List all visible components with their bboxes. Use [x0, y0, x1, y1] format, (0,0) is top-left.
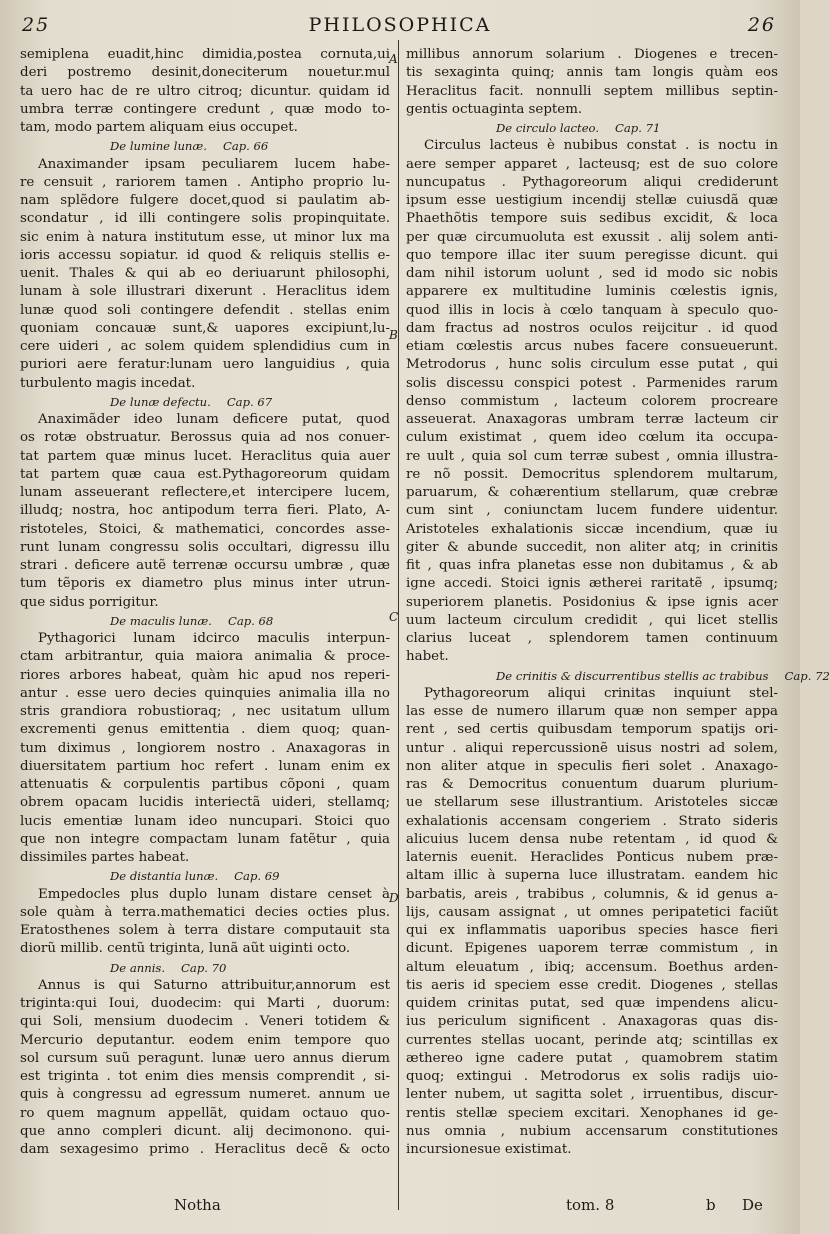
text-line: stris grandiora robustioraq; , nec usitatum ullum — [20, 704, 390, 719]
text-line: etiam cœlestis arcus nubes facere consueuerunt. — [406, 339, 778, 354]
chapter-title: De crinitis & discurrentibus stellis ac trabibus — [496, 668, 769, 683]
chapter-number: Cap. 67 — [226, 394, 273, 409]
text-line: ue stellarum sese illustrantium. Aristoteles siccæ — [406, 795, 778, 811]
margin-letter-b: B — [389, 328, 398, 342]
text-line: ras & Democritus conuentum duarum plurium- — [406, 777, 778, 792]
text-line: uenit. Thales & qui ab eo deriuarunt philosophi, — [20, 266, 390, 281]
text-line: dam sexagesimo primo . Heraclitus decẽ & octo — [20, 1142, 390, 1157]
page-number-left: 25 — [22, 14, 51, 36]
text-line: tam, modo partem aliquam eius occupet. — [20, 120, 298, 135]
text-line: tum tẽporis ex diametro plus minus inter utrun- — [20, 576, 390, 592]
text-line: deri postremo desinit,doneciterum nouetur.mul — [20, 65, 390, 81]
text-line: apparere ex multitudine luminis cœlestis ignis, — [406, 284, 778, 300]
chapter-number: Cap. 71 — [615, 121, 661, 135]
text-line: excrementi genus emittentia . diem quoq; quan- — [20, 722, 390, 738]
text-line: ctam arbitrantur, quia maiora animalia & proce- — [20, 649, 390, 665]
margin-letter-c: C — [389, 610, 399, 624]
text-line: uum lacteum circulum credidit , qui licet stellis — [406, 612, 778, 628]
text-line: que non integre compactam lunam fatẽtur , quia — [20, 831, 390, 847]
text-line: fit , quas infra planetas esse non dubitamus , & ab — [406, 558, 778, 573]
text-line: culum existimat , quem ideo cœlum ita occupa- — [406, 430, 778, 446]
text-line: quo tempore illac iter suum peregisse dicunt. qui — [406, 247, 778, 263]
chapter-title: De lunæ defectu. — [110, 394, 211, 409]
page-footer — [0, 1196, 800, 1222]
text-line: ioris accessu sopiatur. id quod & reliquis stellis e- — [20, 247, 390, 263]
text-line: Circulus lacteus è nubibus constat . is noctu in — [424, 138, 778, 154]
text-line: denso commistum , lacteum colorem procreare — [406, 393, 778, 409]
text-line: Pythagorici lunam idcirco maculis interpun- — [38, 631, 390, 646]
text-line: quoniam concauæ sunt,& uapores excipiunt,lu- — [20, 320, 390, 336]
text-line: incursionesue existimat. — [406, 1142, 572, 1157]
text-line: superiorem planetis. Posidonius & ipse ignis acer — [406, 594, 778, 610]
text-line: Pythagoreorum aliqui crinitas inquiunt stel- — [424, 685, 778, 701]
text-line: turbulento magis incedat. — [20, 375, 196, 391]
text-line: lenter nubem, ut sagitta solet , irruentibus, discur- — [406, 1087, 778, 1103]
text-line: rentis stellæ speciem excitari. Xenophanes id ge- — [406, 1105, 778, 1121]
signature-letter: b — [706, 1196, 716, 1214]
running-title: PHILOSOPHICA — [308, 14, 492, 36]
text-line: nuncupatus . Pythagoreorum aliqui crediderunt — [406, 174, 778, 190]
chapter-heading — [20, 393, 390, 411]
chapter-title: De annis. — [110, 960, 166, 975]
text-line: Aristoteles exhalationis siccæ incendium, quæ iu — [406, 521, 778, 537]
chapter-number: Cap. 68 — [227, 613, 274, 628]
text-line: Anaximander ipsam peculiarem lucem habe- — [38, 156, 390, 172]
text-line: Phaethõtis tempore suis sedibus excidit, & loca — [406, 211, 778, 227]
chapter-number: Cap. 72 — [784, 668, 830, 683]
text-line: lunam asseuerant reflectere,et intercipere lucem, — [20, 485, 390, 500]
chapter-heading — [406, 119, 778, 137]
text-line: altam illic à superna luce illustratam. eandem hic — [406, 868, 778, 884]
text-line: sic enim à natura institutum esse, ut minor lux ma — [20, 229, 390, 245]
text-line: ro quem magnum appellãt, quidam octauo quo- — [20, 1105, 390, 1121]
text-line: ius periculum significent . Anaxagoras quas dis- — [406, 1014, 778, 1030]
text-line: sol cursum suũ peragunt. lunæ uero annus dierum — [20, 1050, 390, 1066]
text-line: triginta:qui Ioui, duodecim: qui Marti , duorum: — [20, 996, 390, 1011]
text-line: clarius luceat , splendorem tamen continuum — [406, 631, 778, 646]
text-line: per quæ circumuoluta est exussit . alij solem anti- — [406, 229, 778, 245]
text-line: quod illis in locis à cœlo tanquam à speculo quo- — [406, 302, 778, 318]
text-line: runt lunam congressu solis occultari, digressu illu — [20, 539, 390, 555]
chapter-heading — [20, 959, 390, 977]
text-line: dissimiles partes habeat. — [20, 850, 190, 865]
text-line: exhalationis accensam congeriem . Strato sideris — [406, 813, 778, 829]
text-line: las esse de numero illarum quæ non semper appa — [406, 704, 778, 719]
right-text-column — [406, 46, 830, 1159]
text-line: tat partem quæ minus lucet. Heraclitus quia auer — [20, 448, 390, 464]
text-line: ipsum esse uestigium incendij stellæ cuiusdã quæ — [406, 193, 778, 208]
chapter-title: De distantia lunæ. — [110, 869, 219, 884]
chapter-number: Cap. 69 — [234, 869, 280, 884]
chapter-heading — [20, 867, 390, 885]
text-line: untur . aliqui repercussionẽ uisus nostri ad solem, — [406, 740, 778, 756]
margin-letter-a: A — [389, 52, 398, 66]
text-line: Annus is qui Saturno attribuitur,annorum est — [38, 977, 390, 993]
text-line: cere uideri , ac solem quidem splendidius cum in — [20, 339, 390, 354]
text-line: est triginta . tot enim dies mensis comprendit , si- — [20, 1069, 390, 1084]
text-line: ristoteles, Stoici, & mathematici, concordes asse- — [20, 521, 390, 537]
left-text-column — [20, 46, 390, 1159]
text-line: os rotæ obstruatur. Berossus quia ad nos conuer- — [20, 430, 390, 446]
chapter-title: De maculis lunæ. — [110, 613, 212, 628]
text-line: Eratosthenes solem à terra distare computauit sta — [20, 923, 390, 938]
text-line: Metrodorus , hunc solis circulum esse putat , qui — [406, 357, 778, 373]
text-line: gentis octuaginta septem. — [406, 101, 583, 117]
text-line: cum sint , coniunctam lucem fundere uidentur. — [406, 503, 778, 519]
catchword-right: De — [742, 1196, 763, 1214]
text-line: tat partem quæ caua est.Pythagoreorum quidam — [20, 466, 390, 482]
chapter-title: De lumine lunæ. — [110, 139, 207, 154]
text-line: ta uero hac de re ultro citroq; dicuntur. quidam id — [20, 83, 390, 99]
text-line: qui ex inflammatis uaporibus species hasce fieri — [406, 923, 778, 938]
text-line: diuersitatem partium hoc refert . lunam enim ex — [20, 758, 390, 774]
text-line: re nõ possit. Democritus splendorem multarum, — [406, 466, 778, 482]
text-line: antur . esse uero decies quinquies animalia illa no — [20, 685, 390, 701]
text-line: dicunt. Epigenes uaporem terræ commistum , in — [406, 941, 778, 957]
text-line: re uult , quia sol cum terræ subest , omnia illustra- — [406, 448, 778, 464]
text-line: scondatur , id illi contingere solis propinquitate. — [20, 211, 390, 227]
text-line: quoq; extingui . Metrodorus ex solis radijs uio- — [406, 1069, 778, 1084]
page-number-right: 26 — [747, 14, 776, 36]
text-line: quidem crinitas putat, sed quæ impendens alicu- — [406, 996, 778, 1011]
text-line: æthereo igne cadere putat , quamobrem statim — [406, 1050, 778, 1066]
chapter-number: Cap. 70 — [181, 960, 227, 975]
text-line: lucis ementiæ lunam ideo nuncupari. Stoici quo — [20, 813, 390, 829]
text-line: lunam à sole illustrari dixerunt . Heraclitus idem — [20, 284, 390, 300]
text-line: lunæ quod soli contingere defendit . stellas enim — [20, 302, 390, 318]
text-line: tis aeris id speciem esse credit. Diogenes , stellas — [406, 977, 778, 993]
text-line: strari . deficere autẽ terrenæ occursu umbræ , quæ — [20, 558, 390, 573]
chapter-number: Cap. 66 — [222, 139, 269, 154]
text-line: lijs, causam assignat , ut omnes peripatetici faciũt — [406, 904, 778, 920]
text-line: Empedocles plus duplo lunam distare censet à — [38, 886, 390, 902]
chapter-heading — [406, 667, 830, 685]
text-line: laternis euenit. Heraclides Ponticus nubem præ- — [406, 850, 778, 865]
text-line: tum diximus , longiorem nostro . Anaxagoras in — [20, 740, 390, 756]
text-line: giter & abunde succedit, non aliter atq; in crinitis — [406, 539, 778, 555]
text-line: asseuerat. Anaxagoras umbram terræ lacteum cir — [406, 412, 778, 427]
text-line: umbra terræ contingere credunt , quæ modo to- — [20, 101, 390, 117]
text-line: re censuit , rariorem tamen . Antipho proprio lu- — [20, 174, 390, 190]
text-line: que sidus porrigitur. — [20, 594, 159, 610]
margin-letter-d: D — [389, 891, 399, 905]
text-line: Heraclitus facit. nonnulli septem millibus septin- — [406, 83, 778, 99]
text-line: sole quàm à terra.mathematici decies octies plus. — [20, 904, 390, 920]
text-line: nam splẽdore fulgere docet,quod si paulatim ab- — [20, 193, 390, 208]
column-divider — [398, 40, 399, 1210]
text-line: solis discessu conspici potest . Parmenides rarum — [406, 375, 778, 391]
chapter-heading — [20, 137, 390, 155]
catchword-left: Notha — [174, 1196, 221, 1214]
text-line: non aliter atque in speculis fieri solet . Anaxago- — [406, 758, 778, 774]
text-line: tis sexaginta quinq; annis tam longis quàm eos — [406, 65, 778, 81]
text-line: Anaximãder ideo lunam deficere putat, quod — [38, 412, 390, 427]
text-line: dam nihil istorum uolunt , sed id modo sic nobis — [406, 266, 778, 281]
text-line: puriori aere feratur:lunam uero languidius , quia — [20, 357, 390, 373]
text-line: Mercurio deputantur. eodem enim tempore quo — [20, 1032, 390, 1048]
chapter-heading — [20, 612, 390, 630]
text-line: barbatis, areis , trabibus , columnis, & id genus a- — [406, 886, 778, 902]
text-line: nus omnia , nubium accensarum constitutiones — [406, 1123, 778, 1139]
text-line: paruarum, & cohærentium stellarum, quæ crebræ — [406, 485, 778, 500]
text-line: attenuatis & corpulentis partibus cõponi , quam — [20, 777, 390, 792]
text-line: illudq; nostra, hoc antipodum terra fieri. Plato, A- — [20, 503, 390, 519]
text-line: obrem opacam lucidis interiectã uideri, stellamq; — [20, 795, 390, 811]
text-line: riores arbores habeat, quàm hic apud nos reperi- — [20, 667, 390, 683]
text-line: habet. — [406, 649, 449, 665]
chapter-title: De circulo lacteo. — [496, 121, 600, 135]
text-line: quis à congressu ad egressum numeret. annum ue — [20, 1087, 390, 1103]
text-line: dam fractus ad nostros oculos reijcitur . id quod — [406, 320, 778, 336]
text-line: diorũ millib. centũ triginta, lunã aũt uiginti octo. — [20, 941, 351, 957]
text-line: altum eleuatum , ibiq; accensum. Boethus arden- — [406, 959, 778, 975]
text-line: currentes stellas uocant, perinde atq; scintillas ex — [406, 1032, 778, 1048]
text-line: millibus annorum solarium . Diogenes e trecen- — [406, 47, 778, 62]
text-line: rent , sed certis quibusdam temporum spatijs ori- — [406, 722, 778, 738]
running-head — [0, 14, 800, 44]
text-line: que anno compleri dicunt. alij decimonono. qui- — [20, 1123, 390, 1139]
text-line: qui Soli, mensium duodecim . Veneri totidem & — [20, 1014, 390, 1030]
text-line: aere semper apparet , lacteusq; est de suo colore — [406, 156, 778, 172]
text-line: semiplena euadit,hinc dimidia,postea cornuta,ui — [20, 47, 390, 62]
signature-mark: tom. 8 — [566, 1196, 615, 1214]
text-line: alicuius lucem densa nube retentam , id quod & — [406, 831, 778, 847]
text-line: igne accedi. Stoici ignis ætherei raritatẽ , ipsumq; — [406, 576, 778, 592]
